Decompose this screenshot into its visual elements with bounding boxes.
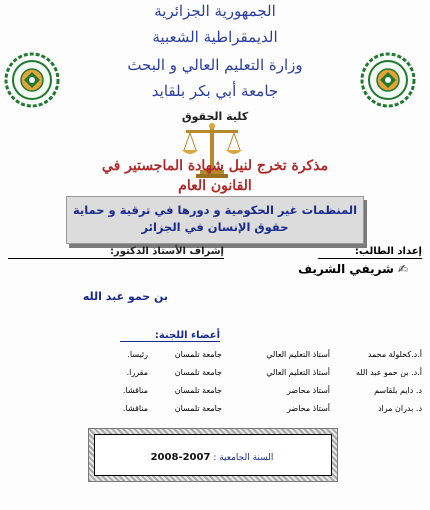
student-label: إعداد الطالب: — [318, 246, 422, 259]
header-ministry: وزارة التعليم العالي و البحث — [127, 56, 303, 74]
thesis-title-box — [66, 196, 364, 244]
university-seal-icon — [360, 52, 416, 108]
jury-member-row — [20, 368, 422, 380]
jury-member-row — [20, 404, 422, 416]
jury-member-role: مناقشا. — [122, 404, 148, 413]
header-faculty: كلية الحقوق — [181, 110, 249, 123]
academic-year-label: السنة الجامعية : — [213, 453, 274, 463]
memo-title: مذكرة تخرج لنيل شهادة الماجستير في — [101, 158, 329, 174]
jury-member-row — [20, 386, 422, 398]
jury-member-rank: أستاذ محاضر — [287, 386, 330, 395]
jury-member-university: جامعة تلمسان — [174, 386, 222, 395]
jury-member-university: جامعة تلمسان — [174, 404, 222, 413]
student-name-row — [234, 262, 408, 276]
header-republic: الجمهورية الجزائرية — [154, 2, 276, 20]
student-name: شريفي الشريف — [298, 262, 394, 276]
jury-member-role: رئيسا. — [127, 350, 148, 359]
jury-member-university: جامعة تلمسان — [174, 350, 222, 359]
university-seal-icon — [4, 52, 60, 108]
academic-year-value: 2007-2008 — [150, 452, 211, 463]
jury-member-university: جامعة تلمسان — [174, 368, 222, 377]
supervisor-name: بن حمو عبد الله — [82, 290, 168, 303]
jury-member-rank: أستاذ محاضر — [287, 404, 330, 413]
jury-member-row — [20, 350, 422, 362]
jury-member-role: مقررا. — [126, 368, 148, 377]
jury-title: أعضاء اللجنة: — [120, 330, 220, 342]
header-democratic: الديمقراطية الشعبية — [152, 28, 278, 46]
pen-icon: ✍ — [397, 262, 408, 276]
jury-member-name: د. دايم بلقاسم — [374, 386, 422, 395]
academic-year — [94, 452, 330, 463]
supervisor-label: إشراف الأستاذ الدكتور: — [8, 246, 224, 259]
jury-member-name: أ.د.كحلولة محمد — [367, 350, 422, 359]
memo-subtitle: القانون العام — [178, 178, 252, 194]
jury-member-rank: أستاذ التعليم العالي — [266, 368, 330, 377]
thesis-title-line1: المنظمات غير الحكومية و دورها في ترقية و حماية — [72, 203, 358, 217]
header-university: جامعة أبي بكر بلقايد — [151, 82, 279, 100]
jury-member-name: د. بدران مراد — [377, 404, 422, 413]
jury-member-rank: أستاذ التعليم العالي — [266, 350, 330, 359]
thesis-title-line2: حقوق الإنسان في الجزائر — [141, 220, 289, 234]
jury-member-name: أ.د. بن حمو عبد الله — [355, 368, 422, 377]
jury-member-role: مناقشا. — [122, 386, 148, 395]
